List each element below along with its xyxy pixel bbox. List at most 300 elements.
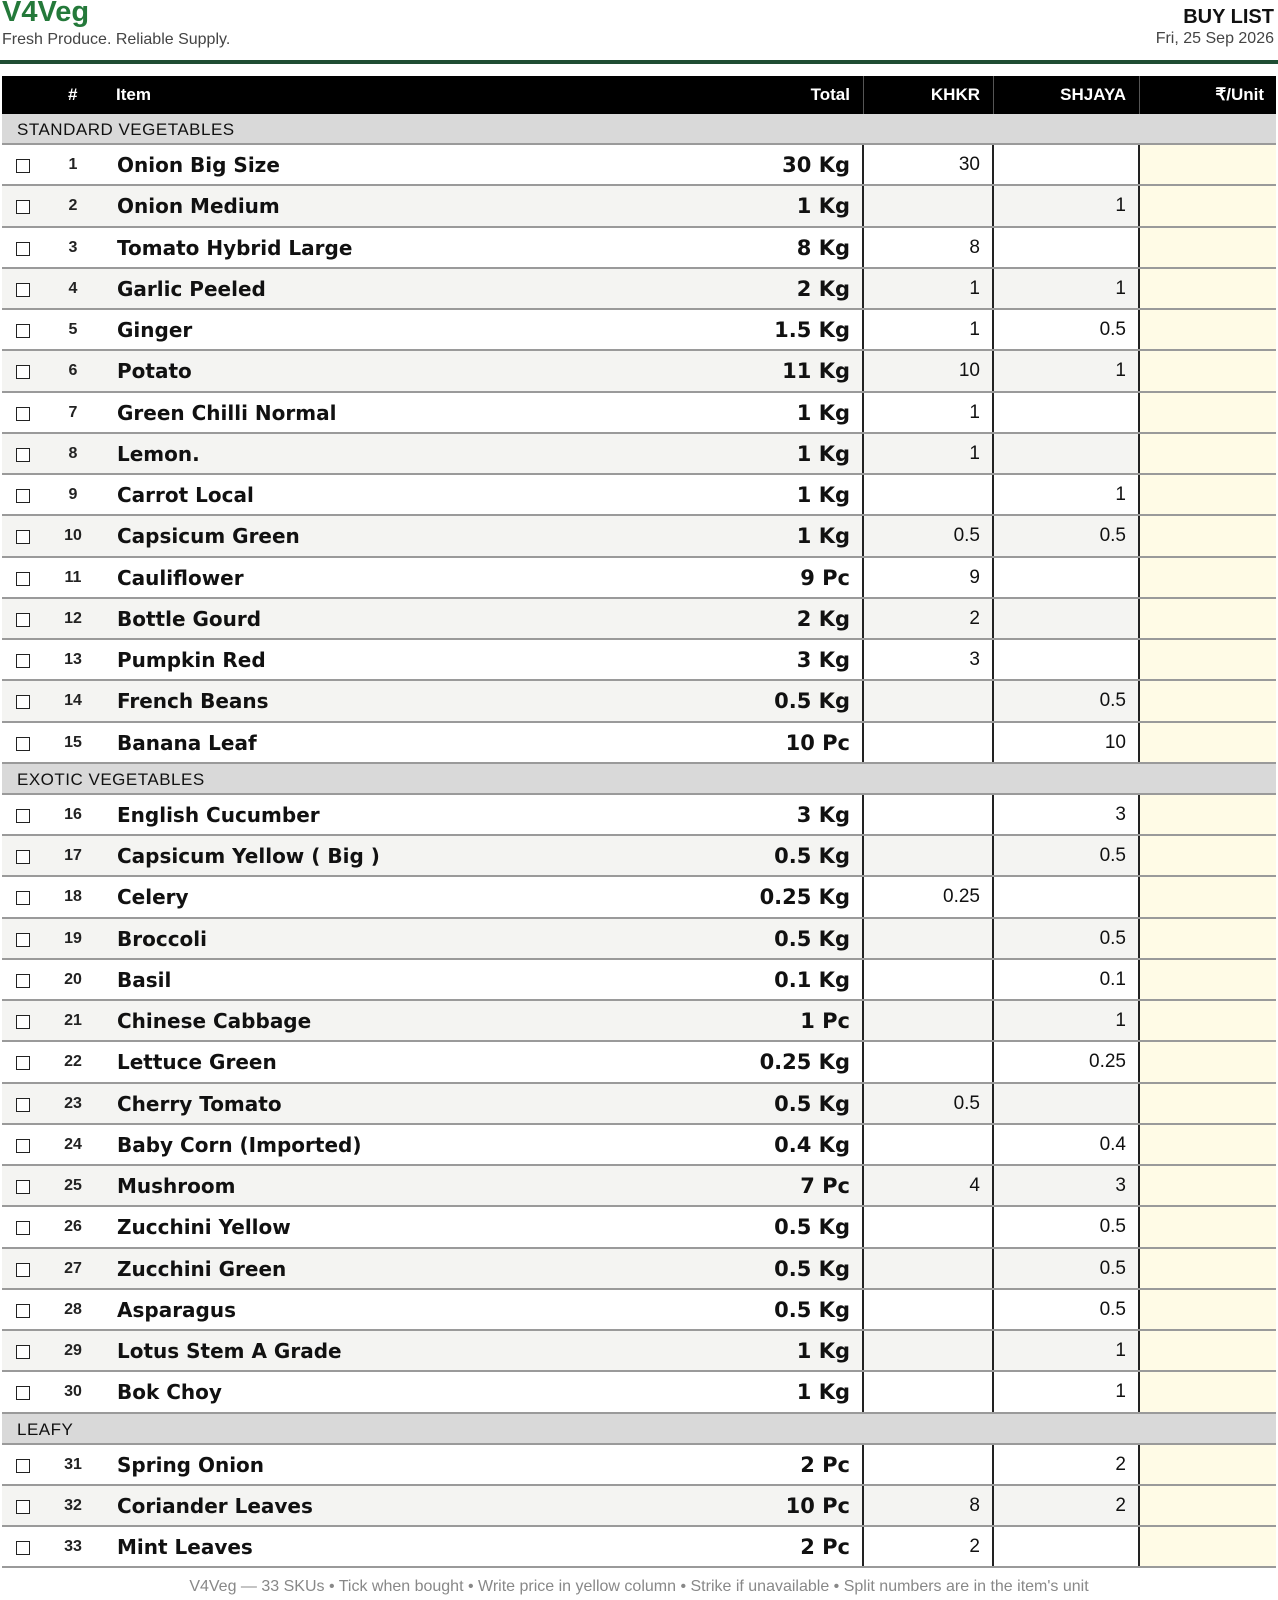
column-divider [992,516,994,555]
item-total: 30 Kg [782,153,850,177]
item-khkr-qty: 9 [969,566,980,588]
buy-list-table [2,76,1276,1568]
page-header [0,0,1278,64]
item-number: 30 [64,1383,82,1401]
item-name: Garlic Peeled [117,276,266,301]
column-divider [862,310,864,349]
price-per-unit-field[interactable] [1140,558,1276,597]
column-divider [992,434,994,473]
column-divider [992,1486,994,1525]
bought-checkbox[interactable] [16,200,30,214]
bought-checkbox[interactable] [16,242,30,256]
item-shjaya-qty: 1 [1115,277,1126,299]
header-divider [1139,76,1140,114]
column-divider [862,351,864,390]
item-total: 0.5 Kg [774,926,850,951]
item-total: 0.5 Kg [774,1091,850,1116]
bought-checkbox[interactable] [16,1180,30,1194]
bought-checkbox[interactable] [16,1056,30,1070]
table-row [2,836,1276,877]
header-divider [993,76,994,114]
table-row [2,640,1276,681]
bought-checkbox[interactable] [16,654,30,668]
item-total: 0.4 Kg [774,1132,850,1157]
item-number: 1 [68,156,78,173]
item-name: Lotus Stem A Grade [117,1339,342,1363]
item-total: 0.1 Kg [774,967,850,992]
item-name: Mushroom [117,1174,236,1198]
bought-checkbox[interactable] [16,1304,30,1318]
item-name: Zucchini Yellow [117,1215,291,1240]
item-khkr-qty: 10 [958,360,980,382]
item-shjaya-qty: 0.5 [1099,690,1126,712]
header-divider [863,76,864,114]
column-divider [862,434,864,473]
table-row [2,1207,1276,1248]
item-total: 1 Kg [796,524,850,549]
price-per-unit-field[interactable] [1140,1084,1276,1123]
item-number: 5 [68,321,78,338]
price-per-unit-field[interactable] [1140,434,1276,473]
item-khkr-qty: 1 [969,277,980,299]
price-per-unit-field[interactable] [1140,351,1276,390]
item-number: 21 [64,1012,82,1029]
column-divider [992,1166,994,1205]
section-header [2,1414,1276,1445]
price-per-unit-field[interactable] [1140,145,1276,184]
column-divider [862,516,864,555]
item-khkr-qty: 30 [958,154,980,175]
table-row [2,310,1276,351]
table-row [2,1042,1276,1083]
bought-checkbox[interactable] [16,324,30,338]
item-shjaya-qty: 0.1 [1099,968,1126,990]
item-name: Bottle Gourd [117,606,262,631]
item-total: 8 Kg [796,235,850,260]
item-shjaya-qty: 1 [1115,484,1126,505]
bought-checkbox[interactable] [16,407,30,421]
price-per-unit-field[interactable] [1140,599,1276,638]
item-name: Lemon. [117,441,200,466]
column-divider [862,919,864,958]
price-per-unit-field[interactable] [1140,960,1276,999]
item-khkr-qty: 4 [969,1175,980,1196]
item-name: Chinese Cabbage [117,1009,312,1033]
table-row [2,393,1276,434]
item-khkr-qty: 0.5 [953,1092,980,1114]
item-number: 18 [64,888,82,906]
item-shjaya-qty: 0.5 [1099,927,1126,949]
bought-checkbox[interactable] [16,850,30,864]
item-khkr-qty: 0.5 [953,525,980,547]
page-footer: V4Veg — 33 SKUs • Tick when bought • Write price in yellow column • Strike if unavailable • Split numbers are in the item's unit [189,1578,1089,1595]
column-divider [862,1331,864,1370]
bought-checkbox[interactable] [16,448,30,462]
item-name: Banana Leaf [117,730,257,755]
item-shjaya-qty: 1 [1115,1010,1126,1031]
column-divider [862,640,864,679]
bought-checkbox[interactable] [16,1221,30,1235]
item-name: Celery [117,885,189,910]
item-number: 23 [64,1094,82,1112]
column-divider [992,960,994,999]
item-khkr-qty: 8 [969,236,980,258]
item-number: 31 [64,1455,82,1473]
price-per-unit-field[interactable] [1140,640,1276,679]
bought-checkbox[interactable] [16,530,30,544]
item-total: 1 Kg [796,483,850,507]
bought-checkbox[interactable] [16,1098,30,1112]
column-divider [862,1249,864,1288]
item-khkr-qty: 1 [969,442,980,464]
table-row [2,919,1276,960]
column-header-khkr: KHKR [930,85,980,104]
column-header-price: ₹/Unit [1215,85,1264,104]
bought-checkbox[interactable] [16,365,30,379]
item-number: 15 [64,733,82,751]
column-divider [992,475,994,514]
bought-checkbox[interactable] [16,1015,30,1029]
item-shjaya-qty: 3 [1115,803,1126,825]
item-total: 3 Kg [796,802,850,827]
item-shjaya-qty: 0.5 [1099,1257,1126,1279]
price-per-unit-field[interactable] [1140,1290,1276,1329]
column-divider [862,1166,864,1205]
bought-checkbox[interactable] [16,1541,30,1555]
item-shjaya-qty: 1 [1115,1340,1126,1361]
column-divider [862,1042,864,1081]
item-number: 11 [64,568,82,586]
column-divider [992,877,994,916]
price-per-unit-field[interactable] [1140,681,1276,720]
table-row [2,1290,1276,1331]
price-per-unit-field[interactable] [1140,1125,1276,1164]
price-per-unit-field[interactable] [1140,516,1276,555]
column-divider [862,558,864,597]
column-divider [862,1125,864,1164]
item-name: Spring Onion [117,1452,265,1477]
document-title: BUY LIST [1183,6,1274,28]
column-header-total: Total [810,85,850,104]
item-number: 12 [64,609,82,627]
item-name: Baby Corn (Imported) [117,1132,362,1157]
table-row [2,960,1276,1001]
column-divider [992,393,994,432]
table-row [2,1249,1276,1290]
table-row [2,795,1276,836]
item-number: 26 [64,1218,82,1236]
table-row [2,351,1276,392]
item-shjaya-qty: 2 [1115,1453,1126,1475]
column-header-num: # [68,85,78,104]
column-divider [992,1445,994,1484]
column-divider [862,145,864,184]
price-per-unit-field[interactable] [1140,269,1276,308]
item-total: 10 Pc [785,730,850,755]
brand-logo-text: V4Veg [2,0,90,28]
item-total: 0.5 Kg [774,1256,850,1281]
item-total: 9 Pc [800,565,850,590]
table-body [2,114,1276,1568]
price-per-unit-field[interactable] [1140,795,1276,834]
bought-checkbox[interactable] [16,1386,30,1400]
item-khkr-qty: 1 [969,319,980,340]
table-row [2,1001,1276,1042]
column-divider [862,1445,864,1484]
item-khkr-qty: 2 [969,607,980,629]
price-per-unit-field[interactable] [1140,393,1276,432]
item-total: 1 Pc [800,1009,850,1033]
section-title: EXOTIC VEGETABLES [17,769,205,789]
column-divider [992,599,994,638]
column-divider [992,1001,994,1040]
bought-checkbox[interactable] [16,572,30,586]
item-shjaya-qty: 0.5 [1099,1298,1126,1320]
column-divider [862,960,864,999]
column-divider [862,269,864,308]
table-row [2,186,1276,227]
column-divider [862,475,864,514]
table-row [2,1084,1276,1125]
price-per-unit-field[interactable] [1140,1249,1276,1288]
column-divider [862,723,864,762]
item-total: 1 Kg [796,194,850,219]
item-name: Tomato Hybrid Large [117,235,353,260]
item-khkr-qty: 2 [969,1536,980,1557]
column-divider [862,836,864,875]
bought-checkbox[interactable] [16,1345,30,1359]
item-name: Bok Choy [117,1380,222,1405]
table-row [2,1166,1276,1207]
item-khkr-qty: 0.25 [943,886,980,908]
item-shjaya-qty: 1 [1115,195,1126,217]
item-number: 33 [64,1538,82,1555]
column-divider [992,269,994,308]
price-per-unit-field[interactable] [1140,1372,1276,1411]
column-divider [992,1372,994,1411]
item-total: 3 Kg [796,648,850,672]
section-rows [2,145,1276,764]
section-rows [2,1445,1276,1569]
item-name: Lettuce Green [117,1050,277,1075]
bought-checkbox[interactable] [16,1263,30,1277]
item-total: 7 Pc [800,1174,850,1198]
table-row [2,1486,1276,1527]
bought-checkbox[interactable] [16,933,30,947]
item-total: 2 Pc [800,1535,850,1559]
column-divider [862,1084,864,1123]
column-divider [992,1125,994,1164]
item-name: Onion Medium [117,194,280,219]
bought-checkbox[interactable] [16,974,30,988]
column-divider [992,723,994,762]
item-number: 25 [64,1177,82,1194]
item-total: 0.25 Kg [759,885,850,910]
item-number: 2 [68,197,78,215]
section-title: STANDARD VEGETABLES [17,120,235,139]
item-number: 13 [64,651,82,668]
price-per-unit-field[interactable] [1140,228,1276,267]
item-total: 2 Kg [796,276,850,301]
item-total: 1 Kg [796,441,850,466]
column-divider [862,1486,864,1525]
column-divider [992,681,994,720]
item-number: 32 [64,1496,82,1514]
table-row [2,1527,1276,1568]
item-name: Basil [117,967,172,992]
column-divider [992,795,994,834]
item-number: 28 [64,1300,82,1318]
table-row [2,681,1276,722]
table-row [2,516,1276,557]
column-divider [992,1249,994,1288]
price-per-unit-field[interactable] [1140,836,1276,875]
item-total: 0.5 Kg [774,1297,850,1322]
table-row [2,1125,1276,1166]
item-shjaya-qty: 1 [1115,360,1126,382]
item-name: Ginger [117,318,193,342]
column-divider [862,1372,864,1411]
item-number: 6 [68,362,78,380]
column-divider [992,186,994,225]
column-divider [862,1001,864,1040]
column-header-item: Item [116,85,151,104]
item-number: 3 [68,238,78,256]
price-per-unit-field[interactable] [1140,1001,1276,1040]
bought-checkbox[interactable] [16,613,30,627]
item-total: 10 Pc [785,1493,850,1518]
item-shjaya-qty: 2 [1115,1494,1126,1516]
price-per-unit-field[interactable] [1140,1445,1276,1484]
item-number: 17 [64,847,82,864]
item-shjaya-qty: 0.5 [1099,319,1126,340]
price-per-unit-field[interactable] [1140,1042,1276,1081]
item-name: Coriander Leaves [117,1493,313,1518]
column-header-shjaya: SHJAYA [1060,85,1126,104]
column-divider [862,599,864,638]
section-header [2,764,1276,795]
column-divider [992,1084,994,1123]
table-header [2,76,1276,114]
column-divider [992,1042,994,1081]
bought-checkbox[interactable] [16,1139,30,1153]
table-row [2,1372,1276,1413]
item-total: 2 Kg [796,606,850,631]
bought-checkbox[interactable] [16,809,30,823]
item-shjaya-qty: 0.5 [1099,525,1126,547]
price-per-unit-field[interactable] [1140,1207,1276,1246]
price-per-unit-field[interactable] [1140,1331,1276,1370]
item-total: 1 Kg [796,1380,850,1405]
item-shjaya-qty: 0.4 [1099,1133,1126,1155]
price-per-unit-field[interactable] [1140,186,1276,225]
column-divider [862,186,864,225]
column-divider [862,1207,864,1246]
table-row [2,269,1276,310]
item-number: 7 [68,403,78,421]
item-name: Green Chilli Normal [117,400,337,425]
column-divider [992,919,994,958]
table-row [2,475,1276,516]
item-total: 11 Kg [782,359,850,384]
column-divider [992,228,994,267]
item-name: Cherry Tomato [117,1091,282,1116]
bought-checkbox[interactable] [16,283,30,297]
column-divider [992,351,994,390]
item-name: Asparagus [117,1297,237,1322]
item-total: 1 Kg [796,1339,850,1363]
price-per-unit-field[interactable] [1140,723,1276,762]
item-number: 14 [64,692,82,710]
column-divider [862,681,864,720]
item-total: 0.5 Kg [774,1215,850,1240]
table-row [2,877,1276,918]
price-per-unit-field[interactable] [1140,475,1276,514]
bought-checkbox[interactable] [16,695,30,709]
item-name: Pumpkin Red [117,648,266,672]
table-row [2,599,1276,640]
item-number: 19 [64,929,82,947]
item-name: English Cucumber [117,802,320,827]
price-per-unit-field[interactable] [1140,877,1276,916]
bought-checkbox[interactable] [16,489,30,503]
bought-checkbox[interactable] [16,1459,30,1473]
item-number: 16 [64,805,82,823]
table-row [2,1331,1276,1372]
price-per-unit-field[interactable] [1140,1486,1276,1525]
item-total: 1.5 Kg [774,318,850,342]
item-name: Potato [117,359,192,384]
item-shjaya-qty: 0.5 [1099,1216,1126,1238]
column-divider [862,1527,864,1566]
table-row [2,145,1276,186]
item-name: French Beans [117,689,269,714]
item-name: Broccoli [117,926,208,951]
item-number: 9 [68,486,78,503]
item-khkr-qty: 8 [969,1494,980,1516]
bought-checkbox[interactable] [16,159,30,173]
bought-checkbox[interactable] [16,891,30,905]
column-divider [992,640,994,679]
item-shjaya-qty: 10 [1104,731,1126,753]
section-title: LEAFY [17,1419,74,1439]
column-divider [862,1290,864,1329]
section-header [2,114,1276,145]
column-divider [862,393,864,432]
item-name: Capsicum Yellow ( Big ) [117,844,380,868]
price-per-unit-field[interactable] [1140,919,1276,958]
item-number: 22 [64,1053,82,1071]
column-divider [862,795,864,834]
item-number: 4 [68,279,78,297]
item-name: Cauliflower [117,565,244,590]
section-rows [2,795,1276,1414]
bought-checkbox[interactable] [16,737,30,751]
item-khkr-qty: 3 [969,649,980,670]
item-number: 8 [68,444,78,462]
item-total: 0.25 Kg [759,1050,850,1075]
bought-checkbox[interactable] [16,1500,30,1514]
table-row [2,434,1276,475]
column-divider [862,877,864,916]
table-row [2,723,1276,764]
price-per-unit-field[interactable] [1140,1166,1276,1205]
price-per-unit-field[interactable] [1140,310,1276,349]
price-per-unit-field[interactable] [1140,1527,1276,1566]
item-name: Carrot Local [117,483,254,507]
item-name: Capsicum Green [117,524,300,549]
item-khkr-qty: 1 [969,401,980,423]
